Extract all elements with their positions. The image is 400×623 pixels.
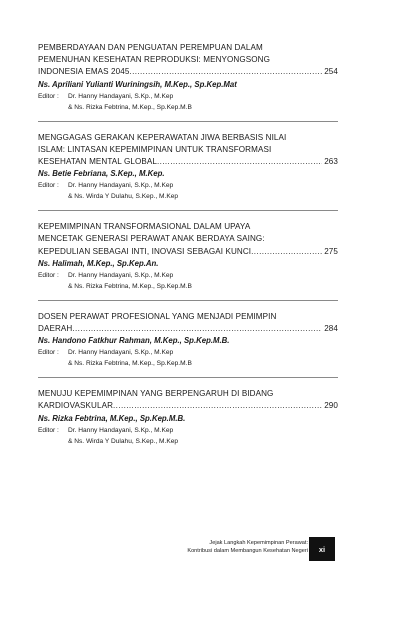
entry-title-line: MENCETAK GENERASI PERAWAT ANAK BERDAYA SAING:	[38, 234, 265, 244]
entry-title-line: PEMBERDAYAAN DAN PENGUATAN PEREMPUAN DALAM	[38, 43, 263, 52]
table-of-contents	[38, 42, 338, 455]
editor-label: Editor :	[38, 426, 59, 434]
entry-author: Ns. Rizka Febtrina, M.Kep., Sp.Kep.M.B.	[38, 413, 186, 423]
book-subtitle-line: Kontribusi dalam Membangun Kesehatan Negeri	[187, 548, 308, 554]
toc-entry[interactable]	[38, 121, 338, 211]
toc-entry[interactable]	[38, 210, 338, 300]
entry-title-line: DOSEN PERAWAT PROFESIONAL YANG MENJADI PEMIMPIN	[38, 311, 277, 321]
entry-title-line: KESEHATAN MENTAL GLOBAL	[38, 157, 157, 167]
entry-title-line: KEPEDULIAN SEBAGAI INTI, INOVASI SEBAGAI KUNCI	[38, 246, 252, 256]
editor-name: & Ns. Rizka Febtrina, M.Kep., Sp.Kep.M.B	[68, 360, 192, 368]
editor-name: Dr. Hanny Handayani, S.Kp., M.Kep	[68, 182, 174, 190]
entry-page-number[interactable]: 263	[324, 157, 338, 167]
toc-entry[interactable]	[38, 42, 338, 121]
entry-author: Ns. Apriliani Yulianti Wuriningsih, M.Kep., Sp.Kep.Mat	[38, 79, 237, 89]
editor-label: Editor :	[38, 271, 59, 279]
entry-title-line: DAERAH	[38, 324, 73, 334]
editor-label: Editor :	[38, 182, 59, 190]
book-title-line: Jejak Langkah Kepemimpinan Perawat:	[209, 540, 308, 546]
entry-author: Ns. Halimah, M.Kep., Sp.Kep.An.	[38, 258, 159, 268]
entry-page-number[interactable]: 284	[324, 324, 338, 334]
entry-author: Ns. Handono Fatkhur Rahman, M.Kep., Sp.Kep.M.B.	[38, 336, 230, 346]
entry-title-line: PEMENUHAN KESEHATAN REPRODUKSI: MENYONGSONG	[38, 55, 271, 65]
entry-editor	[38, 270, 338, 281]
entry-page-number[interactable]: 275	[324, 246, 338, 256]
dot-leader	[129, 66, 322, 78]
editor-name: Dr. Hanny Handayani, S.Kp., M.Kep	[68, 271, 174, 279]
editor-name: Dr. Hanny Handayani, S.Kp., M.Kep	[68, 92, 174, 100]
dot-leader	[113, 400, 322, 412]
editor-label: Editor :	[38, 92, 59, 100]
editor-name: & Ns. Rizka Febtrina, M.Kep., Sp.Kep.M.B	[68, 103, 192, 111]
entry-editor	[38, 91, 338, 102]
dot-leader	[157, 156, 322, 168]
entry-title-last-line	[38, 246, 338, 258]
entry-title-last-line	[38, 156, 338, 168]
dot-leader	[251, 246, 322, 258]
entry-editor	[38, 347, 338, 358]
entry-title-line: MENGGAGAS GERAKAN KEPERAWATAN JIWA BERBASIS NILAI	[38, 132, 287, 142]
entry-page-number[interactable]: 254	[324, 67, 338, 77]
editor-name: Dr. Hanny Handayani, S.Kp., M.Kep	[68, 349, 174, 357]
editor-name: & Ns. Wirda Y Dulahu, S.Kep., M.Kep	[68, 437, 179, 445]
page-number-badge: xi	[309, 537, 335, 561]
entry-title-last-line	[38, 323, 338, 335]
entry-title-line: INDONESIA EMAS 2045	[38, 67, 130, 77]
editor-name: Dr. Hanny Handayani, S.Kp., M.Kep	[68, 426, 174, 434]
entry-page-number[interactable]: 290	[324, 401, 338, 411]
entry-author: Ns. Betie Febriana, S.Kep., M.Kep.	[38, 169, 165, 179]
editor-name: & Ns. Wirda Y Dulahu, S.Kep., M.Kep	[68, 193, 179, 201]
running-footer	[187, 539, 308, 555]
entry-editor	[38, 180, 338, 191]
entry-title-last-line	[38, 400, 338, 412]
dot-leader	[72, 323, 322, 335]
entry-title-last-line	[38, 66, 338, 78]
toc-entry[interactable]	[38, 300, 338, 377]
entry-title-line: MENUJU KEPEMIMPINAN YANG BERPENGARUH DI BIDANG	[38, 389, 274, 399]
entry-editor	[38, 425, 338, 436]
entry-title-line: ISLAM: LINTASAN KEPEMIMPINAN UNTUK TRANSFORMASI	[38, 144, 272, 154]
entry-title-line: KEPEMIMPINAN TRANSFORMASIONAL DALAM UPAYA	[38, 222, 251, 232]
editor-label: Editor :	[38, 349, 59, 357]
entry-title-line: KARDIOVASKULAR	[38, 401, 114, 411]
toc-entry[interactable]	[38, 377, 338, 454]
editor-name: & Ns. Rizka Febtrina, M.Kep., Sp.Kep.M.B	[68, 282, 192, 290]
